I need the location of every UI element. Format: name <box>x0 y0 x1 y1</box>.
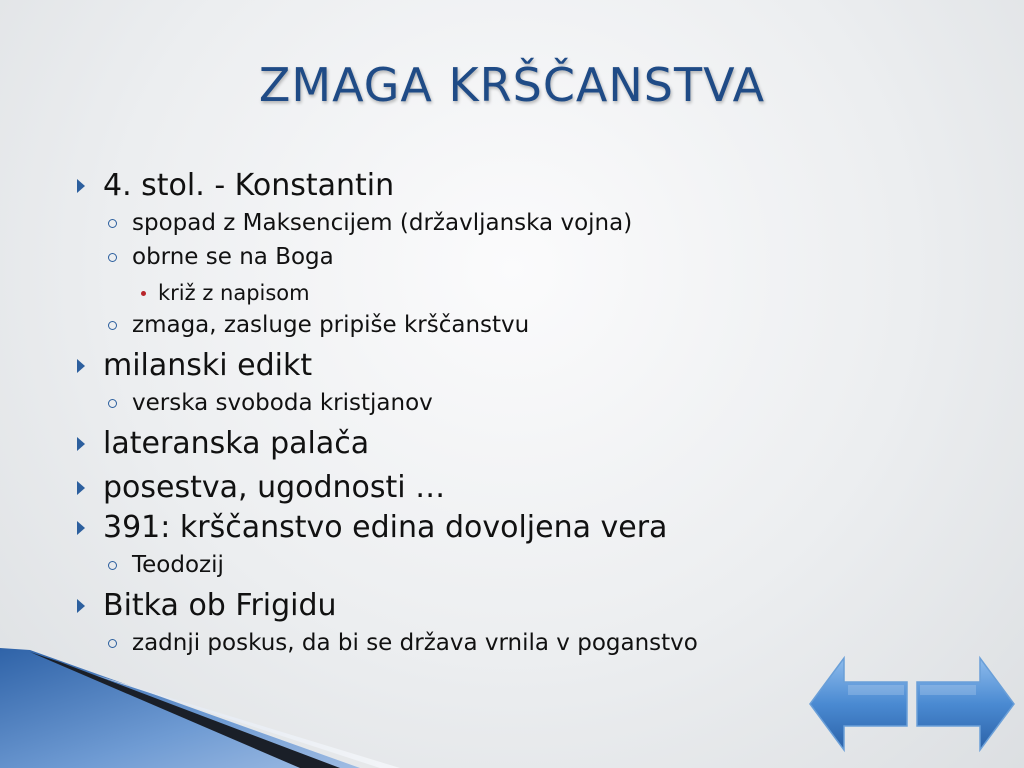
circle-bullet-icon <box>108 639 117 648</box>
arrow-bullet-icon <box>77 481 85 495</box>
bullet-text: 4. stol. - Konstantin <box>103 168 395 203</box>
arrow-left-icon <box>810 658 907 750</box>
arrow-bullet-icon <box>77 437 85 451</box>
bullet-item <box>132 552 224 578</box>
circle-bullet-icon <box>108 399 117 408</box>
bullet-item <box>103 348 312 383</box>
bullet-item <box>132 312 529 338</box>
dot-bullet-icon <box>141 291 146 296</box>
bullet-item <box>103 470 445 505</box>
bullet-text: posestva, ugodnosti … <box>103 470 446 505</box>
arrow-bullet-icon <box>77 359 85 373</box>
bullet-text: milanski edikt <box>103 348 313 383</box>
arrow-bullet-icon <box>77 599 85 613</box>
circle-bullet-icon <box>108 219 117 228</box>
circle-bullet-icon <box>108 321 117 330</box>
bullet-text: zmaga, zasluge pripiše krščanstvu <box>132 312 530 338</box>
arrow-bullet-icon <box>77 521 85 535</box>
bullet-text: Teodozij <box>132 552 224 578</box>
next-slide-button[interactable] <box>914 655 1016 753</box>
bullet-text: zadnji poskus, da bi se država vrnila v poganstvo <box>132 630 698 656</box>
arrow-right-icon <box>917 658 1014 750</box>
arrow-bullet-icon <box>77 179 85 193</box>
bullet-text: obrne se na Boga <box>132 244 334 270</box>
bullet-item <box>132 630 698 656</box>
circle-bullet-icon <box>108 561 117 570</box>
bullet-item <box>132 244 334 270</box>
bullet-text: lateranska palača <box>103 426 370 461</box>
bullet-item <box>132 210 632 236</box>
bullet-text: spopad z Maksencijem (državljanska vojna) <box>132 210 633 236</box>
bullet-item <box>132 390 433 416</box>
bullet-text: verska svoboda kristjanov <box>132 390 433 416</box>
circle-bullet-icon <box>108 253 117 262</box>
bullet-item <box>103 426 369 461</box>
bullet-item <box>103 510 667 545</box>
bullet-text: križ z napisom <box>158 281 310 305</box>
prev-slide-button[interactable] <box>808 655 910 753</box>
bullet-item <box>103 588 337 623</box>
bullet-text: Bitka ob Frigidu <box>103 588 337 623</box>
slide-title: ZMAGA KRŠČANSTVA <box>258 58 766 112</box>
bullet-item <box>158 281 310 305</box>
bullet-item <box>103 168 394 203</box>
bullet-text: 391: krščanstvo edina dovoljena vera <box>103 510 668 545</box>
